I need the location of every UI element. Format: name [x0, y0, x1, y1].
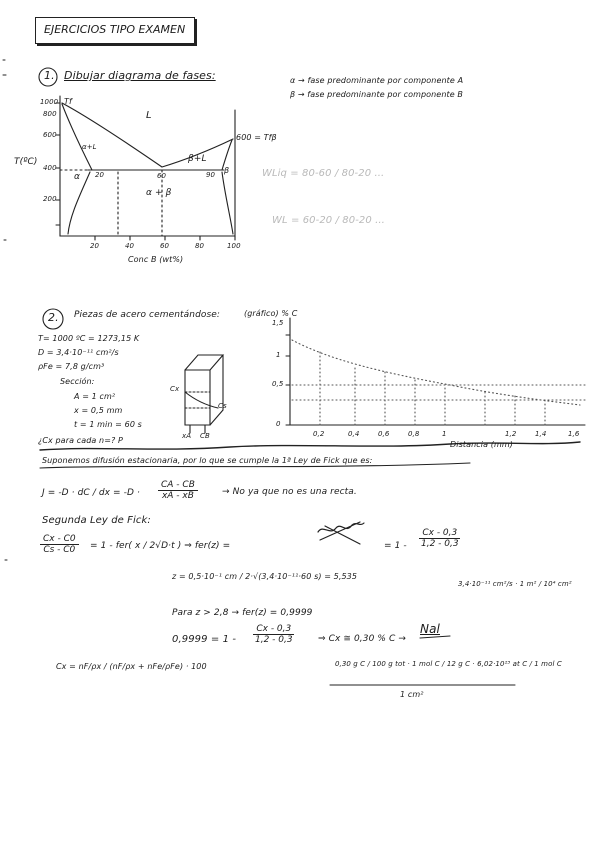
- x-tick-80: 80: [195, 242, 205, 250]
- chart-x-tick-1-6: 1,6: [568, 430, 580, 438]
- fick2-rhs-den: 1,2 - 0,3: [421, 539, 459, 549]
- data-section: Sección:: [60, 377, 95, 386]
- chart-y-label: (gráfico) % C: [244, 309, 298, 318]
- box-label-xa: xA: [182, 432, 192, 440]
- para-z: Para z > 2,8 → fer(z) = 0,9999: [172, 608, 313, 618]
- data-diffusivity: D = 3,4·10⁻¹¹ cm²/s: [38, 348, 119, 357]
- chart-x-label: Distancia (mm): [450, 440, 513, 449]
- chart-x-tick-0-6: 0,6: [378, 430, 390, 438]
- region-beta: β: [224, 166, 230, 175]
- unit-conversion-note: 3,4·10⁻¹¹ cm²/s · 1 m² / 10⁴ cm²: [458, 580, 572, 588]
- solidus-left: [62, 104, 92, 170]
- region-beta-liquid: β+L: [188, 154, 207, 164]
- fick1-lhs: J = -D · dC / dx = -D ·: [42, 488, 140, 498]
- fick2-rhs-fraction: [418, 528, 462, 549]
- chart-x-tick-1: 1: [442, 430, 447, 438]
- fick2-den: Cs - C0: [43, 545, 76, 555]
- final-fraction: [252, 624, 296, 645]
- region-liquid: L: [146, 110, 152, 121]
- region-alpha: α: [74, 172, 81, 182]
- final-den: 1,2 - 0,3: [255, 635, 293, 645]
- fick1-den: xA - xB: [161, 491, 194, 501]
- box-label-cb: CB: [200, 432, 210, 440]
- eutectic-right-comp: 90: [206, 171, 216, 179]
- exercise-2-number: 2.: [48, 311, 59, 324]
- chart-x-tick-0-2: 0,2: [313, 430, 325, 438]
- question: ¿Cx para cada n=? P: [38, 436, 123, 445]
- legend-beta: β → fase predominante por componente B: [290, 90, 463, 99]
- fick1-note: → No ya que no es una recta.: [222, 487, 357, 497]
- final-lhs: 0,9999 = 1 -: [172, 634, 237, 645]
- eutectic-left-comp: 20: [95, 171, 105, 179]
- fick2-equation: = 1 - fer( x / 2√D·t ) ⇒ fer(z) =: [90, 541, 231, 551]
- conversion-denominator: 1 cm²: [400, 690, 424, 699]
- fick2-rhs-num: Cx - 0,3: [419, 528, 460, 539]
- y-tick-200: 200: [43, 195, 57, 203]
- region-alpha-liquid: α+L: [82, 143, 97, 151]
- faint-lever-rule-1: WLiq = 80-60 / 80-20 ...: [262, 168, 385, 179]
- exercise-1-heading: Dibujar diagrama de fases:: [64, 69, 216, 82]
- chart-y-tick-1-5: 1,5: [272, 319, 284, 327]
- legend-alpha: α → fase predominante por componente A: [290, 76, 464, 85]
- fick1-fraction: [158, 480, 198, 501]
- fick2-fraction: [40, 534, 79, 555]
- fick2-rhs: = 1 -: [384, 541, 407, 551]
- y-tick-800: 800: [43, 110, 57, 118]
- exercise-2-heading: Piezas de acero cementándose:: [74, 310, 221, 320]
- fick1-num: CA - CB: [158, 480, 198, 491]
- final-result: ⇒ Cx ≅ 0,30 % C →: [318, 634, 406, 644]
- data-density: ρFe = 7,8 g/cm³: [38, 362, 105, 371]
- data-area: A = 1 cm²: [74, 392, 116, 401]
- box-label-cx: Cx: [170, 385, 180, 393]
- chart-y-tick-0: 0: [276, 420, 281, 428]
- x-tick-100: 100: [227, 242, 241, 250]
- box-label-cs: Cs: [218, 402, 227, 410]
- conversion-line: 0,30 g C / 100 g tot · 1 mol C / 12 g C · 6,02·10²³ at C / 1 mol C: [335, 660, 562, 668]
- data-temperature: T= 1000 ºC = 1273,15 K: [38, 334, 140, 343]
- fick2-num: Cx - C0: [40, 534, 79, 545]
- chart-x-tick-1-2: 1,2: [505, 430, 517, 438]
- y-tick-400: 400: [43, 164, 57, 172]
- page-title: EJERCICIOS TIPO EXAMEN: [44, 23, 186, 36]
- final-signature: Nal: [420, 622, 440, 636]
- data-time: t = 1 min = 60 s: [74, 420, 142, 429]
- data-x: x = 0,5 mm: [74, 406, 123, 415]
- y-tick-1000: 1000: [40, 98, 59, 106]
- final-num: Cx - 0,3: [253, 624, 294, 635]
- cx-formula: Cx = nF/ρx / (nF/ρx + nFe/ρFe) · 100: [56, 662, 207, 671]
- eutectic-point: 60: [157, 172, 167, 180]
- y-axis-label: T(ºC): [14, 157, 38, 167]
- chart-y-tick-1: 1: [276, 351, 281, 359]
- chart-x-tick-0-4: 0,4: [348, 430, 360, 438]
- region-alpha-beta: α + β: [146, 188, 172, 198]
- chart-x-tick-1-4: 1,4: [535, 430, 547, 438]
- chart-y-tick-0-5: 0,5: [272, 380, 284, 388]
- chart-axes: [290, 318, 585, 425]
- chart-x-tick-0-8: 0,8: [408, 430, 420, 438]
- x-tick-40: 40: [125, 242, 135, 250]
- x-tick-60: 60: [160, 242, 170, 250]
- faint-lever-rule-2: WL = 60-20 / 80-20 ...: [272, 215, 385, 226]
- x-tick-20: 20: [90, 242, 100, 250]
- label-tf-beta: 600 = Tfβ: [236, 133, 277, 142]
- z-calculation: z = 0,5·10⁻¹ cm / 2·√(3,4·10⁻¹¹·60 s) = 5,535: [172, 572, 358, 581]
- x-axis-label: Conc B (wt%): [128, 255, 184, 264]
- y-tick-600: 600: [43, 131, 57, 139]
- fick2-title: Segunda Ley de Fick:: [42, 515, 151, 526]
- label-tf: Tf: [64, 97, 72, 106]
- exercise-1-number: 1.: [44, 69, 55, 82]
- assumption-text: Suponemos difusión estacionaria, por lo que se cumple la 1ª Ley de Fick que es:: [42, 456, 373, 465]
